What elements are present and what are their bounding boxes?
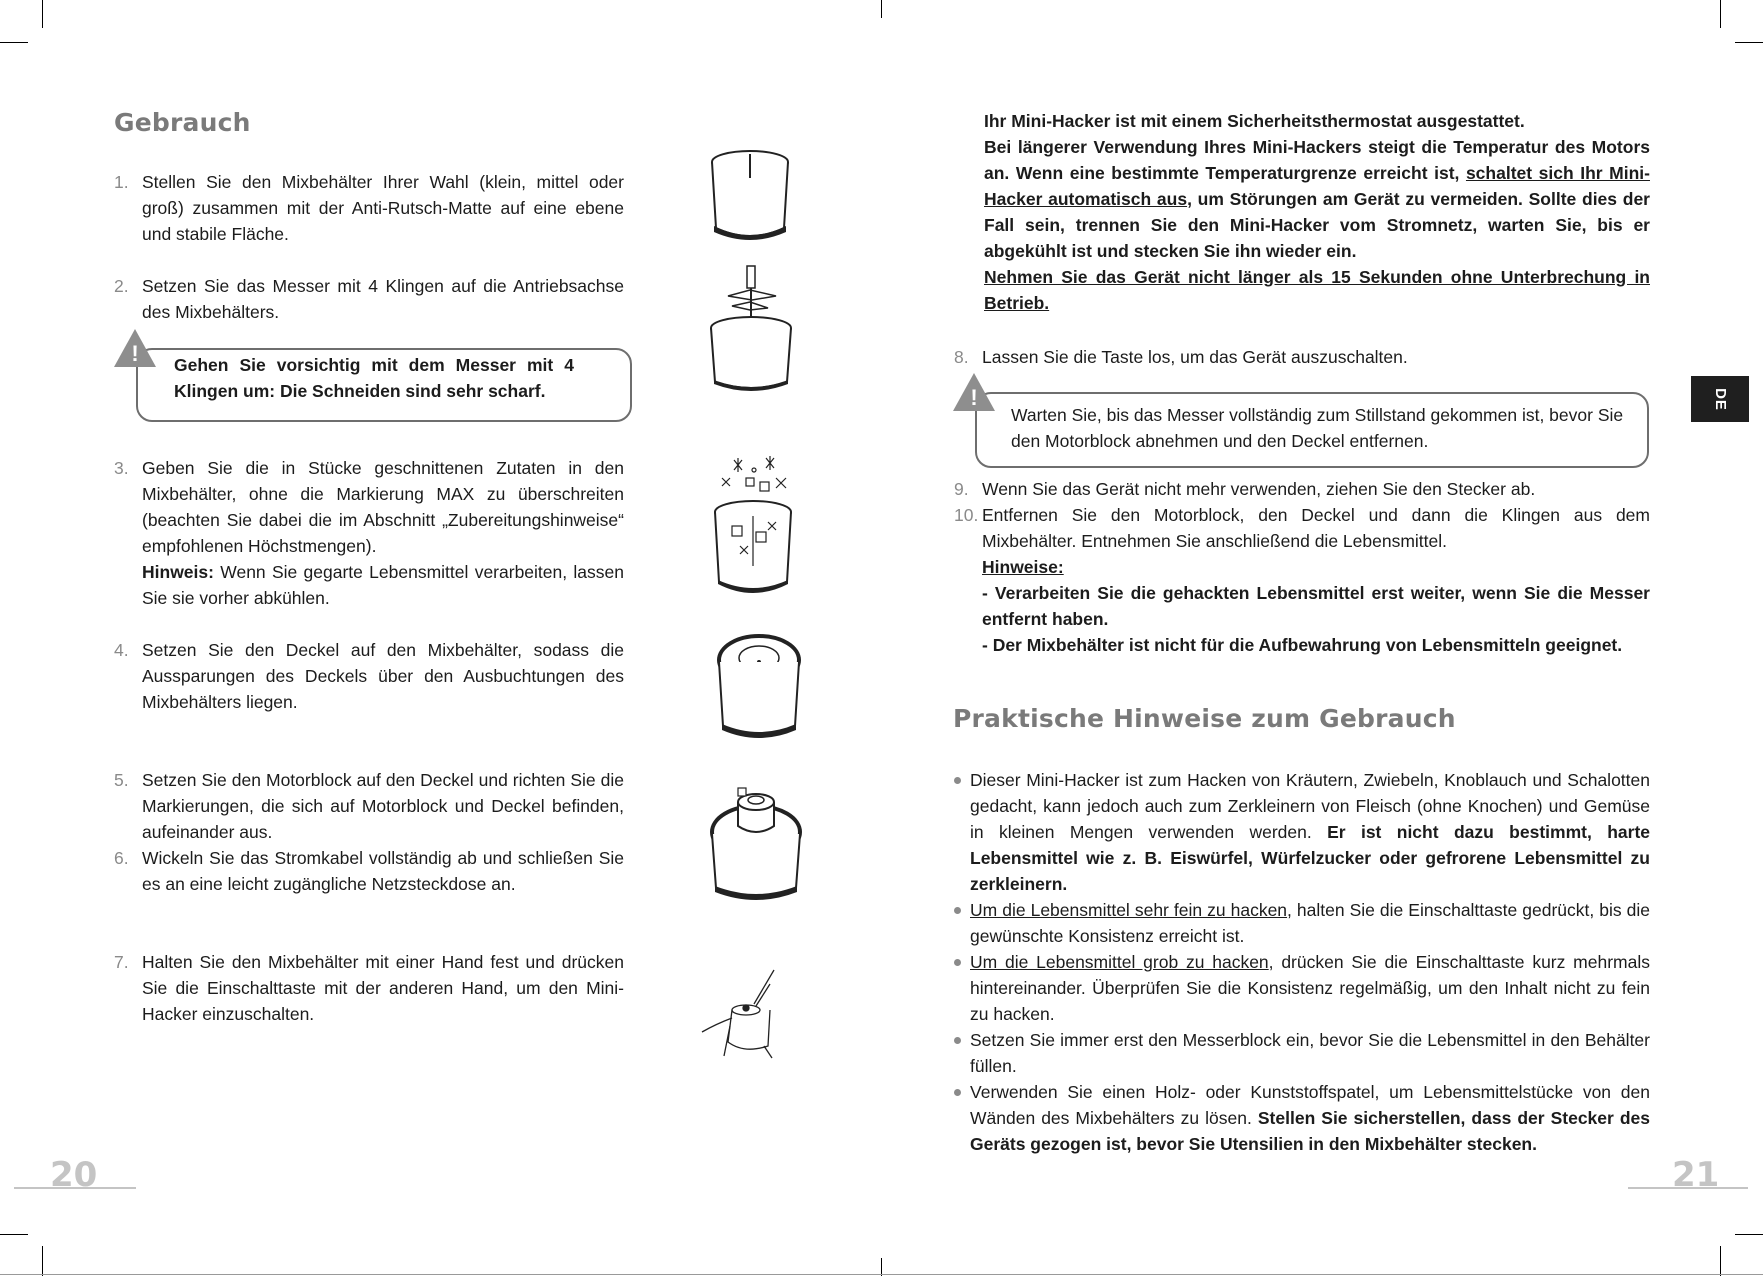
auto-off-underlined: schaltet sich Ihr Mini-Hacker automatisch aus bbox=[984, 163, 1650, 209]
warning-icon bbox=[952, 372, 996, 417]
warning-icon-glyph: ! bbox=[131, 341, 139, 366]
step-number: 4. bbox=[114, 640, 129, 660]
tip-item: Setzen Sie immer erst den Messerblock ein, bevor Sie die Lebensmittel in den Behälter füllen. bbox=[954, 1027, 1650, 1079]
tip-item: Um die Lebensmittel grob zu hacken, drücken Sie die Einschalttaste kurz mehrmals hintereinander. Überprüfen Sie die Konsistenz regelmäßig, um den Inhalt nicht zu fein zu hacken. bbox=[954, 949, 1650, 1027]
step-text: Stellen Sie den Mixbehälter Ihrer Wahl (klein, mittel oder groß) zusammen mit der Anti-Rutsch-Matte auf eine ebene und stabile Fläche. bbox=[142, 172, 624, 244]
thermostat-notice bbox=[984, 108, 1650, 316]
step-number: 3. bbox=[114, 458, 129, 478]
illustration-lid-on-bowl bbox=[716, 632, 802, 747]
step-2 bbox=[114, 273, 624, 325]
note-2: - Der Mixbehälter ist nicht für die Aufbewahrung von Lebensmitteln geeignet. bbox=[982, 635, 1623, 655]
step-text: Wickeln Sie das Stromkabel vollständig ab und schließen Sie es an eine leicht zugängliche Netzsteckdose an. bbox=[142, 848, 624, 894]
step-text: Setzen Sie das Messer mit 4 Klingen auf die Antriebsachse des Mixbehälters. bbox=[142, 276, 624, 322]
step-text: Geben Sie die in Stücke geschnittenen Zutaten in den Mixbehälter, ohne die Markierung MAX zu überschreiten (beachten Sie dabei die im Abschnitt „Zubereitungshinweise“ empfohlenen Höchstmengen). bbox=[142, 458, 624, 556]
step-number: 5. bbox=[114, 770, 129, 790]
illustration-blade-on-bowl bbox=[706, 266, 796, 397]
step-number: 1. bbox=[114, 172, 129, 192]
step-number: 9. bbox=[954, 479, 969, 499]
step-4 bbox=[114, 637, 624, 715]
language-tab-label: DE bbox=[1711, 387, 1729, 411]
section-title-gebrauch: Gebrauch bbox=[114, 108, 251, 137]
illustration-motor-block bbox=[708, 788, 804, 911]
step-7 bbox=[114, 949, 624, 1027]
warning-text-blades: Gehen Sie vorsichtig mit dem Messer mit 4 Klingen um: Die Schneiden sind sehr scharf. bbox=[174, 355, 574, 401]
step-text: Halten Sie den Mixbehälter mit einer Hand fest und drücken Sie die Einschalttaste mit der anderen Hand, um den Mini-Hacker einzuschalten. bbox=[142, 952, 624, 1024]
step-10 bbox=[954, 502, 1650, 658]
illustration-hand-pressing bbox=[698, 970, 780, 1065]
tip-item: Um die Lebensmittel sehr fein zu hacken, halten Sie die Einschalttaste gedrückt, bis die gewünschte Konsistenz erreicht ist. bbox=[954, 897, 1650, 949]
step-number: 7. bbox=[114, 952, 129, 972]
illustration-ingredients-in-bowl bbox=[712, 456, 794, 607]
step-text: Wenn Sie das Gerät nicht mehr verwenden, ziehen Sie den Stecker ab. bbox=[982, 479, 1536, 499]
step-number: 2. bbox=[114, 276, 129, 296]
section-title-praktische-hinweise: Praktische Hinweise zum Gebrauch bbox=[953, 704, 1456, 733]
step-3 bbox=[114, 455, 624, 611]
step-6 bbox=[114, 845, 624, 897]
page-number: 20 bbox=[50, 1155, 98, 1195]
illustration-bowl-on-mat bbox=[708, 148, 792, 247]
thermostat-paragraph: Bei längerer Verwendung Ihres Mini-Hackers steigt die Temperatur des Motors an. Wenn eine bestimmte Temperaturgrenze erreicht ist, schaltet sich Ihr Mini-Hacker automatisch aus, um Störungen am Gerät zu vermeiden. Sollte dies der Fall sein, trennen Sie den Mini-Hacker vom Stromnetz, warten Sie, bis er abgekühlt ist und stecken Sie ihn wieder ein. bbox=[984, 137, 1650, 261]
step-text: Setzen Sie den Motorblock auf den Deckel und richten Sie die Markierungen, die sich auf Motorblock und Deckel befinden, aufeinander aus. bbox=[142, 770, 624, 842]
step-number: 10. bbox=[954, 505, 979, 525]
tip-item: Dieser Mini-Hacker ist zum Hacken von Kräutern, Zwiebeln, Knoblauch und Schalotten gedacht, kann jedoch auch zum Zerkleinern von Fleisch (ohne Knochen) und Gemüse in kleinen Mengen verwenden werden. Er ist nicht dazu bestimmt, harte Lebensmittel wie z. B. Eiswürfel, Würfelzucker oder gefrorene Lebensmittel zu zerkleinern. bbox=[954, 767, 1650, 897]
note-1: - Verarbeiten Sie die gehackten Lebensmittel erst weiter, wenn Sie die Messer entfernt haben. bbox=[982, 583, 1650, 629]
step-1 bbox=[114, 169, 624, 247]
notes-label: Hinweise: bbox=[982, 557, 1064, 577]
note-text: Wenn Sie gegarte Lebensmittel verarbeiten, lassen Sie sie vorher abkühlen. bbox=[142, 562, 624, 608]
warning-icon bbox=[113, 328, 157, 373]
step-9 bbox=[954, 476, 1650, 502]
step-note bbox=[142, 559, 624, 611]
step-text: Entfernen Sie den Motorblock, den Deckel und dann die Klingen aus dem Mixbehälter. Entnehmen Sie anschließend die Lebensmittel. bbox=[982, 505, 1650, 551]
continuous-use-limit: Nehmen Sie das Gerät nicht länger als 15 Sekunden ohne Unterbrechung in Betrieb. bbox=[984, 267, 1650, 313]
warning-text-motor: Warten Sie, bis das Messer vollständig zum Stillstand gekommen ist, bevor Sie den Motorblock abnehmen und den Deckel entfernen. bbox=[1011, 405, 1624, 451]
step-number: 6. bbox=[114, 848, 129, 868]
step-number: 8. bbox=[954, 347, 969, 367]
tip-item: Verwenden Sie einen Holz- oder Kunststoffspatel, um Lebensmittelstücke von den Wänden des Mixbehälters zu lösen. Stellen Sie sicherstellen, dass der Stecker des Geräts gezogen ist, bevor Sie Utensilien in den Mixbehälter stecken. bbox=[954, 1079, 1650, 1157]
note-label: Hinweis: bbox=[142, 562, 214, 582]
step-text: Setzen Sie den Deckel auf den Mixbehälter, sodass die Aussparungen des Deckels über den Ausbuchtungen des Mixbehälters liegen. bbox=[142, 640, 624, 712]
warning-icon-glyph: ! bbox=[970, 385, 978, 410]
step-8 bbox=[954, 344, 1650, 370]
tips-list bbox=[954, 767, 1650, 1157]
step-text: Lassen Sie die Taste los, um das Gerät auszuschalten. bbox=[982, 347, 1408, 367]
thermostat-line: Ihr Mini-Hacker ist mit einem Sicherheitsthermostat ausgestattet. bbox=[984, 111, 1525, 131]
step-5 bbox=[114, 767, 624, 845]
page-number: 21 bbox=[1672, 1155, 1720, 1195]
language-tab bbox=[1691, 376, 1749, 422]
